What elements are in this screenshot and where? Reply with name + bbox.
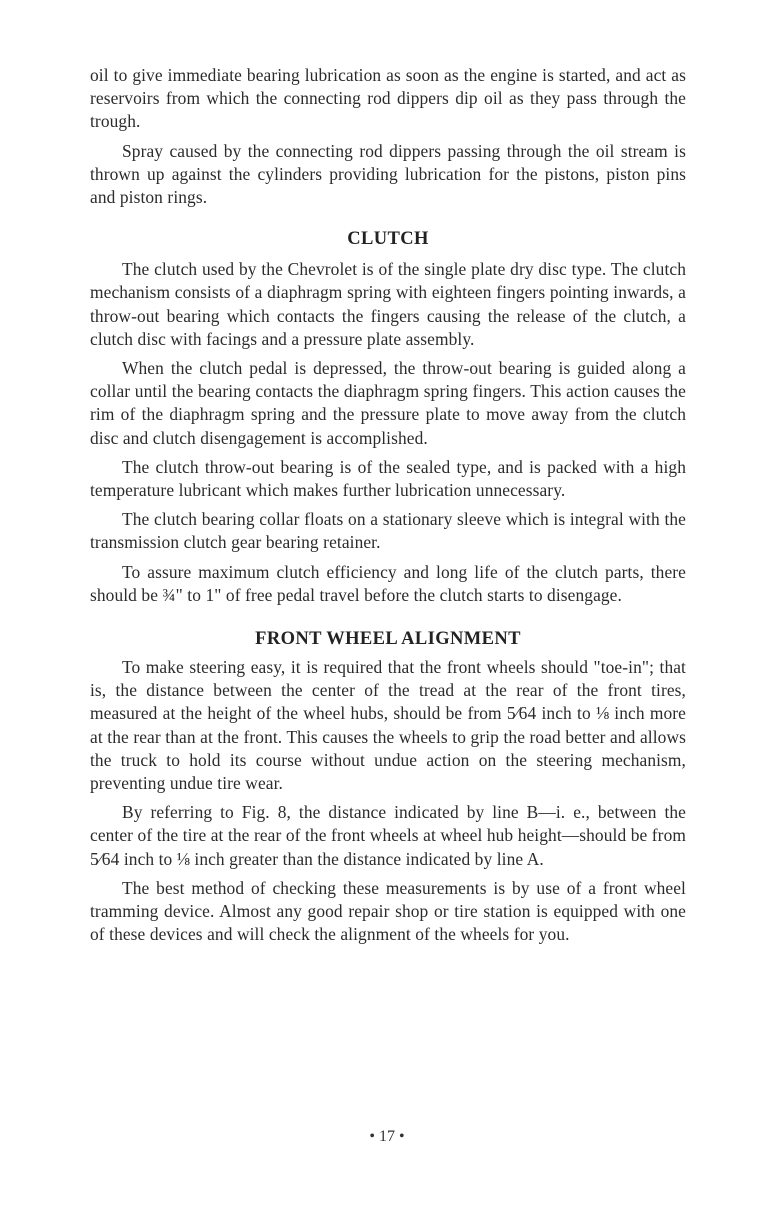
front-wheel-paragraph-3: The best method of checking these measurements is by use of a front wheel tramming device. Almost any good repair shop or tire station is equipped with one of these devices and will check the alignment of the wheels for you. [90,877,686,945]
intro-paragraph-1: oil to give immediate bearing lubrication as soon as the engine is started, and act as reservoirs from which the connecting rod dippers dip oil as they pass through the trough. [90,65,686,132]
front-wheel-paragraph-2: By referring to Fig. 8, the distance indicated by line B—i. e., between the center of the tire at the rear of the front wheels at wheel hub height—should be from 5⁄64 inch to ⅛ inch greater than the distance indicated by line A. [90,802,686,869]
intro-paragraph-2: Spray caused by the connecting rod dippers passing through the oil stream is thrown up against the cylinders providing lubrication for the pistons, piston pins and piston rings. [90,140,686,208]
front-wheel-alignment-heading: FRONT WHEEL ALIGNMENT [255,629,521,650]
document-page [90,64,686,947]
page-number: • 17 • [369,1128,405,1145]
front-wheel-paragraph-1: To make steering easy, it is required that the front wheels should "toe-in"; that is, the distance between the center of the tread at the rear of the front tires, measured at the height of the wheel hubs, should be from 5⁄64 inch to ⅛ inch more at the rear than at the front. This causes the wheels to grip the road better and allows the truck to hold its course without undue action on the steering mechanism, preventing undue tire wear. [90,657,686,794]
clutch-paragraph-3: The clutch throw-out bearing is of the sealed type, and is packed with a high temperature lubricant which makes further lubrication unnecessary. [90,456,686,501]
clutch-paragraph-5: To assure maximum clutch efficiency and long life of the clutch parts, there should be ¾" to 1" of free pedal travel before the clutch starts to disengage. [90,561,686,605]
clutch-paragraph-2: When the clutch pedal is depressed, the throw-out bearing is guided along a collar until the bearing contacts the diaphragm spring fingers. This action causes the rim of the diaphragm spring and the pressure plate to move away from the clutch disc and clutch disengagement is accomplished. [90,358,686,448]
clutch-paragraph-1: The clutch used by the Chevrolet is of the single plate dry disc type. The clutch mechanism consists of a diaphragm spring with eighteen fingers pointing inwards, a throw-out bearing which contacts the fingers causing the release of the clutch, a clutch disc with facings and a pressure plate assembly. [90,259,686,349]
clutch-paragraph-4: The clutch bearing collar floats on a stationary sleeve which is integral with the transmission clutch gear bearing retainer. [90,509,686,553]
clutch-heading: CLUTCH [347,229,429,250]
